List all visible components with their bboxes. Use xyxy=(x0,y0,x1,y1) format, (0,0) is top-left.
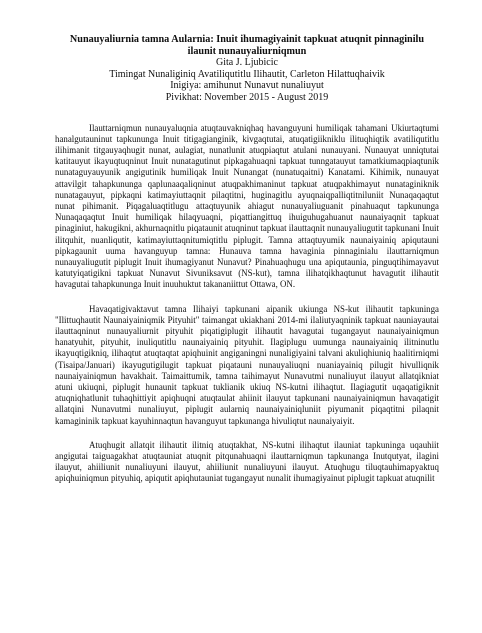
body-paragraph-1: Ilauttarniqmun nunauyaluqnia atuqtauvakniqhaq havanguyuni humiliqak tahamani Ukiurtaqtumi hanalgutauninut tapkununga Inuit titigagianginik, kivgaqtutai, atuqatigiikniklu ilituqhiqtik avatiliqutitlu ilihimanit titgauyaqhugit nunat, aulagiat, nunatlunit atuqpiaqtut atulani nunauyani. Nunauyat unniqtutai katitauyut ikayuqtuqninut Inuit nunatagutinut pipkagahuaqni tapkuat tunngatauyut tamatkiumaqpiaqtunik nunataguyauyunik angigutinik humiliqak Inuit Nunangat (nunatuqaitni) Kanatami. Kihimik, nunauyat attavilgit tahapkununga qaplunaaqaliqninut atuqpakhimaninut tapkuat atuqpakhimayut nunataginiknik nunatagauyut, pipkaqni katimayiuttaqnit pilaqtitni, huginagitlu ayuqnaiqpalliqtitniluniit Nunaqaqaqtut nunat pihimanit. Piqagaluaqtitlugu attaqtuyunik ahiagut nunauyaliuguanit pinahuaqut tapkununga Nunaqaqaqtut Inuit humiliqak hilaqyuaqni, piqattiangittuq ihuiguhugahuanut naunaiyaqnit tapkuat pinaginiut, hakugikni, akhurnaqnitlu piqataunit atuqninut tapkuat ilauttaqnit nunauyaliugutit tapkunani Inuit ilitquhit, nuanliqutit, katimayiuttaqnitumiqtitlu piplugit. Tamna attaqtuyumik naunaiyainiq apiqutauni pipkagaunit uuma havanguyup tamna: Hunauva tamna havaginia pinnaginialu ilauttarniqmun nunauyaliugutit piplugit Inuit ihumagiyanut Nunavut? Pinahuaqhugu una apiqutaunia, pinguqtihimayavut katutyiqatigikni tapkuat Nunavut Sivuniksavut (NS-kut), tamna ilihatqikhaqtunut havagutit ilihautit havagutai tahapkununga Inuit inuuhuktut takananiittut Ottawa, ON. xyxy=(55,122,439,290)
body-paragraph-2: Havaqatigivaktavut tamna Ilihaiyi tapkunani aipanik ukiunga NS-kut ilihautit tapkuninga "Ilittuqhautit Naunaiyainiqmik Pityuhit" taimangat ukiakhani 2014-mi ilaliutyaqninik tapkuat nauniayautai ilauttaqninut nunauyaliurnit pityuhit piqatigiplugit ilihautit havagutai tugangayut naunaiyainiqmun hanatyuhit, pityuhit, inuliqutitlu naunaiyainiq pityuhit. Ilagiplugu uumunga naunaiyainiq ilitninutlu ikayuqtigikniq, ilihaqtut atuqtaqtat apiqhuinit angiganingni nunaligiyaini talvani akuliqhiuniq haalitirniqmi (Tisaipa/Januari) ikayugutigilugit tapkuat piqatauni nunauyaliuqni nuaniayainiq pilugit hivulliqnik naunaiyainiqmun havakhait. Taimaittumik, tamna taihimayut Nunavutmi nunaliuyut ilauyut allatqikniat atuni ukiuqni, piplugit hunaunit tapkuat tuklianik ukiuq NS-kutni ilihaqtut. Ilagiagutit uqaqatigiknit atuqniqhatlunit tuhaqhittiyit apiqhuqni atuqtaulat ahiinit ilauyut tapkunani naunaiyainiqmun havaqatigit allatqini Nunavutmi nunaliuyut, piplugit aularniq naunaiyainiqluniit piyumanit piqaqtitni pilaqnit kamagininik tapkuat kayuhinnaqtun havanguyut tapkunanga hivuliqtut naunaiyaiyit. xyxy=(55,303,439,426)
body-paragraph-3: Atuqhugit allatqit ilihautit ilitniq atuqtakhat, NS-kutni ilihaqtut ilauniat tapkuninga uqauhiit angigutai taiguagakhat atuqtauniat atuqnit pitqunahuaqni ilauttarniqmun tapkunanga Inutqutyat, ilagini ilauyut, ahiiliunit nunaliuyuni ilauyut, ahiiliunit nunaliuyuni ilauyut. Atuqhugu tiluqtauhimapyaktuq apiqhuiniqmun pityuhiq, apiqutit apiqhutauniat tugangayut nunalit ihumagiyainut piplugit tapkuat atuqnilit xyxy=(55,439,439,484)
translator-line: Inigiya: amihunut Nunavut nunaliuyut xyxy=(170,80,324,92)
author-name: Gita J. Ljubicic xyxy=(216,57,278,69)
document-title: Nunauyaliurnia tamna Aularnia: Inuit ihumagiyainit tapkuat atuqnit pinnaginilu ilaunit nunauyaliurniqmun xyxy=(69,34,425,57)
author-affiliation: Timingat Nunaliginiq Avatiliqutitlu Ilihautit, Carleton Hilattuqhaivik xyxy=(109,68,385,80)
date-line: Pivikhat: November 2015 - August 2019 xyxy=(165,91,329,103)
